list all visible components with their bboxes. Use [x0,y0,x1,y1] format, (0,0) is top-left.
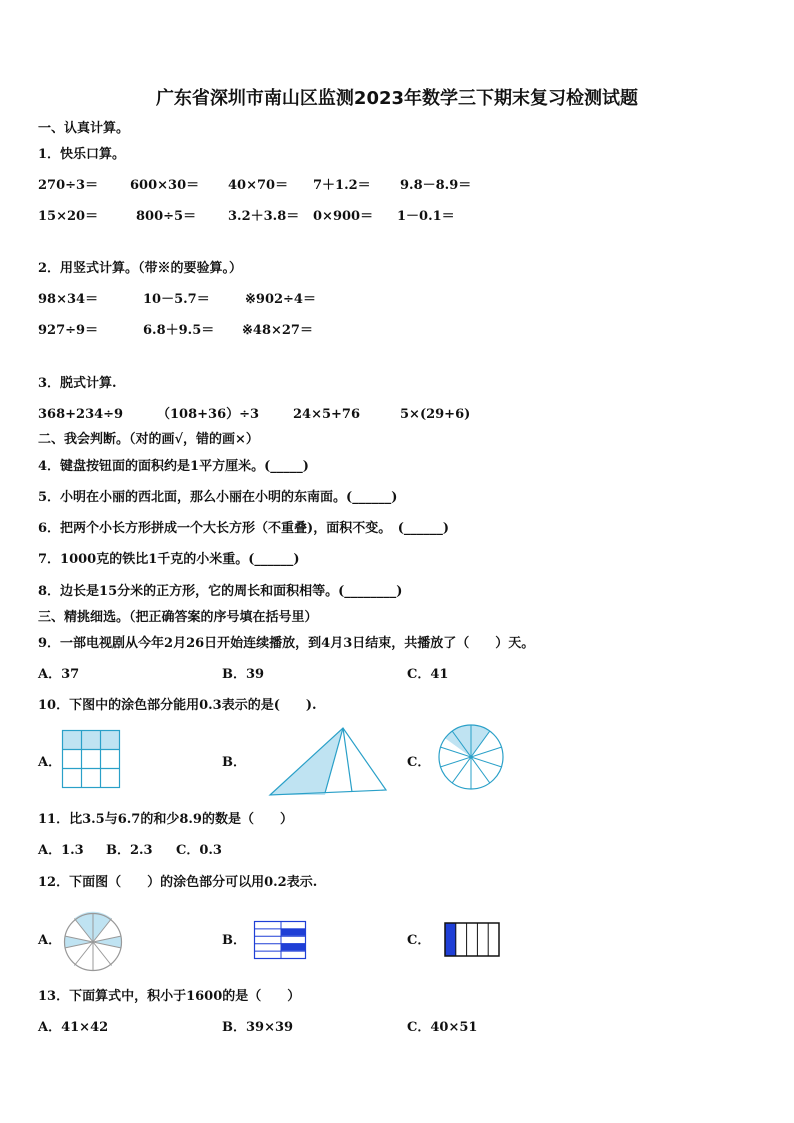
question-9-stem: 9．一部电视剧从今年2月26日开始连续播放，到4月3日结束，共播放了（ ）天。 [38,636,535,651]
q3-item: （108+36）÷3 [157,407,260,422]
question-2-label: 2．用竖式计算。（带※的要验算。） [38,261,243,276]
q2-item: ※48×27＝ [242,323,313,338]
q2-item: 6.8＋9.5＝ [143,323,215,338]
page-title: 广东省深圳市南山区监测2023年数学三下期末复习检测试题 [155,88,639,109]
q2-item: 98×34＝ [38,292,99,307]
q3-item: 24×5+76 [293,407,361,422]
q11-option-a: A．1.3 [38,843,84,858]
q1-item: 800÷5＝ [136,209,197,224]
q2-item: 10－5.7＝ [143,292,210,307]
q11-option-b: B．2.3 [106,843,153,858]
q13-option-c: C．40×51 [407,1020,478,1035]
section-heading-2: 二、我会判断。（对的画√，错的画×） [38,432,259,447]
q1-item: 600×30＝ [130,178,200,193]
question-8: 8．边长是15分米的正方形，它的周长和面积相等。(________) [38,584,403,599]
question-12-stem: 12．下面图（ ）的涂色部分可以用0.2表示. [38,875,318,890]
q3-item: 5×(29+6) [400,407,471,422]
q10-option-b: B． [222,755,246,770]
q1-item: 0×900＝ [313,209,374,224]
q1-item: 15×20＝ [38,209,99,224]
question-13-stem: 13．下面算式中，积小于1600的是（ ） [38,989,301,1004]
q10-triangle-figure [268,727,388,797]
q9-option-c: C．41 [407,667,449,682]
q1-item: 9.8－8.9＝ [400,178,472,193]
q9-option-b: B．39 [222,667,265,682]
q12-option-a: A． [38,933,62,948]
q13-option-b: B．39×39 [222,1020,294,1035]
q2-item: 927÷9＝ [38,323,99,338]
question-7: 7．1000克的铁比1千克的小米重。(______) [38,552,300,567]
question-11-stem: 11．比3.5与6.7的和少8.9的数是（ ） [38,812,293,827]
q13-option-a: A．41×42 [38,1020,109,1035]
question-1-label: 1．快乐口算。 [38,147,126,162]
q10-option-c: C． [407,755,431,770]
q12-option-c: C． [407,933,431,948]
q10-option-a: A． [38,755,62,770]
question-4: 4．键盘按钮面的面积约是1平方厘米。(_____) [38,459,309,474]
q12-stripes-figure [254,921,306,959]
q1-item: 270÷3＝ [38,178,99,193]
q12-option-b: B． [222,933,246,948]
q11-option-c: C．0.3 [176,843,222,858]
q12-circle-figure [64,913,122,971]
q1-item: 1－0.1＝ [397,209,455,224]
section-heading-3: 三、精挑细选。（把正确答案的序号填在括号里） [38,610,318,625]
q1-item: 3.2＋3.8＝ [228,209,300,224]
question-5: 5．小明在小丽的西北面，那么小丽在小明的东南面。(______) [38,490,398,505]
q2-item: ※902÷4＝ [245,292,316,307]
question-3-label: 3．脱式计算. [38,376,117,391]
section-heading-1: 一、认真计算。 [38,121,130,136]
q10-circle-figure [438,724,504,790]
q10-grid-figure [62,730,120,788]
q9-option-a: A．37 [38,667,80,682]
q12-bar-figure [444,922,500,957]
q3-item: 368+234÷9 [38,407,124,422]
q1-item: 7＋1.2＝ [313,178,371,193]
q1-item: 40×70＝ [228,178,289,193]
question-10-stem: 10．下图中的涂色部分能用0.3表示的是( ). [38,698,317,713]
question-6: 6．把两个小长方形拼成一个大长方形（不重叠)，面积不变。 (______) [38,521,449,536]
